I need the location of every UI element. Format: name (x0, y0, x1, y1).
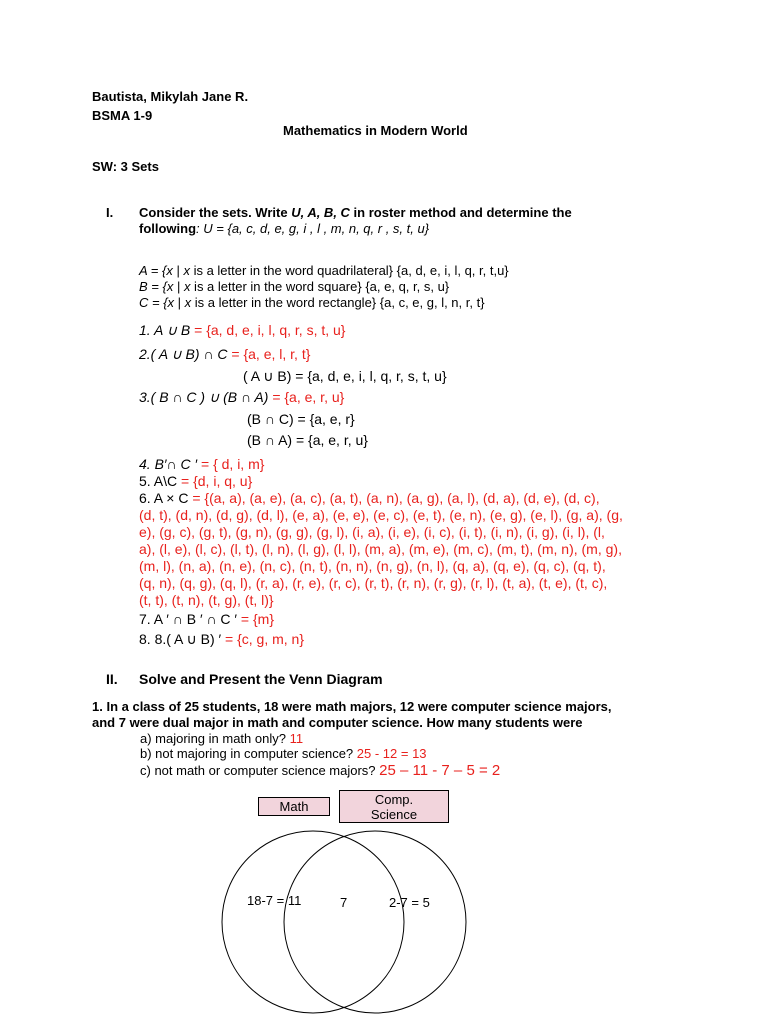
student-name: Bautista, Mikylah Jane R. (92, 89, 249, 104)
question-6-line-1: 6. A × C = {(a, a), (a, e), (a, c), (a, t), (a, n), (a, g), (a, l), (d, a), (d, e), (d, c), (139, 490, 600, 506)
question-3-work2: (B ∩ A) = {a, e, r, u} (247, 432, 368, 448)
problem-line-2: and 7 were dual major in math and computer science. How many students were (92, 715, 583, 730)
question-6-line-7: (t, t), (t, n), (t, g), (t, l)} (139, 592, 274, 608)
course-title: Mathematics in Modern World (283, 123, 468, 138)
venn-math-only: 18-7 = 11 (247, 893, 302, 908)
part2-heading: Solve and Present the Venn Diagram (139, 671, 383, 687)
question-2: 2.( A ∪ B) ∩ C = {a, e, l, r, t} (139, 346, 311, 362)
question-c: c) not math or computer science majors? 25 – 11 - 7 – 5 = 2 (140, 762, 501, 779)
question-7: 7. A ′ ∩ B ′ ∩ C ′ = {m} (139, 611, 275, 627)
question-8: 8. 8.( A ∪ B) ′ = {c, g, m, n} (139, 631, 305, 647)
question-3: 3.( B ∩ C ) ∪ (B ∩ A) = {a, e, r, u} (139, 389, 345, 405)
assignment-title: SW: 3 Sets (92, 159, 159, 174)
student-section: BSMA 1-9 (92, 108, 153, 123)
question-6-line-2: (d, t), (d, n), (d, g), (d, l), (e, a), (e, e), (e, c), (e, t), (e, n), (e, g), (e, l), (g, a), (g, (139, 507, 623, 523)
setB-line: B = {x | x is a letter in the word square} {a, e, q, r, s, u} (139, 279, 450, 294)
setA-line: A = {x | x is a letter in the word quadrilateral} {a, d, e, i, l, q, r, t,u} (139, 263, 509, 278)
question-6-line-5: (m, l), (n, a), (n, e), (n, c), (n, t), (n, n), (n, g), (n, l), (q, a), (q, e), (q, c), (q, t), (139, 558, 606, 574)
venn-cs-only: 2-7 = 5 (389, 895, 430, 910)
part1-instruction: Consider the sets. Write U, A, B, C in roster method and determine the (139, 205, 572, 220)
part1-numeral: I. (106, 205, 114, 220)
question-b: b) not majoring in computer science? 25 - 12 = 13 (140, 746, 427, 761)
question-5: 5. A\C = {d, i, q, u} (139, 473, 253, 489)
question-6-line-3: e), (g, c), (g, t), (g, n), (g, g), (g, l), (i, a), (i, e), (i, c), (i, t), (i, n), (i, g), (i, l), (l, (139, 524, 605, 540)
part2-numeral: II. (106, 671, 118, 687)
question-4: 4. B′∩ C ′ = { d, i, m} (139, 456, 265, 472)
problem-line-1: 1. In a class of 25 students, 18 were math majors, 12 were computer science majors, (92, 699, 612, 714)
cs-label-box: Comp. Science (339, 790, 449, 823)
question-3-work1: (B ∩ C) = {a, e, r} (247, 411, 355, 427)
venn-intersection: 7 (340, 895, 348, 910)
cs-circle (284, 831, 466, 1013)
universe-line: following: U = {a, c, d, e, g, i , l , m, n, q, r , s, t, u} (139, 221, 430, 236)
math-circle (222, 831, 404, 1013)
question-6-line-4: a), (l, e), (l, c), (l, t), (l, n), (l, g), (l, l), (m, a), (m, e), (m, c), (m, t), (m, n), (m, g), (139, 541, 622, 557)
question-6-line-6: (q, n), (q, g), (q, l), (r, a), (r, e), (r, c), (r, t), (r, n), (r, g), (r, l), (t, a), (t, e), (t, c), (139, 575, 608, 591)
question-2-work: ( A ∪ B) = {a, d, e, i, l, q, r, s, t, u} (243, 368, 447, 384)
setC-line: C = {x | x is a letter in the word rectangle} {a, c, e, g, l, n, r, t} (139, 295, 485, 310)
question-a: a) majoring in math only? 11 (140, 731, 304, 746)
question-1: 1. A ∪ B = {a, d, e, i, l, q, r, s, t, u} (139, 322, 346, 338)
math-label-box: Math (258, 797, 330, 816)
